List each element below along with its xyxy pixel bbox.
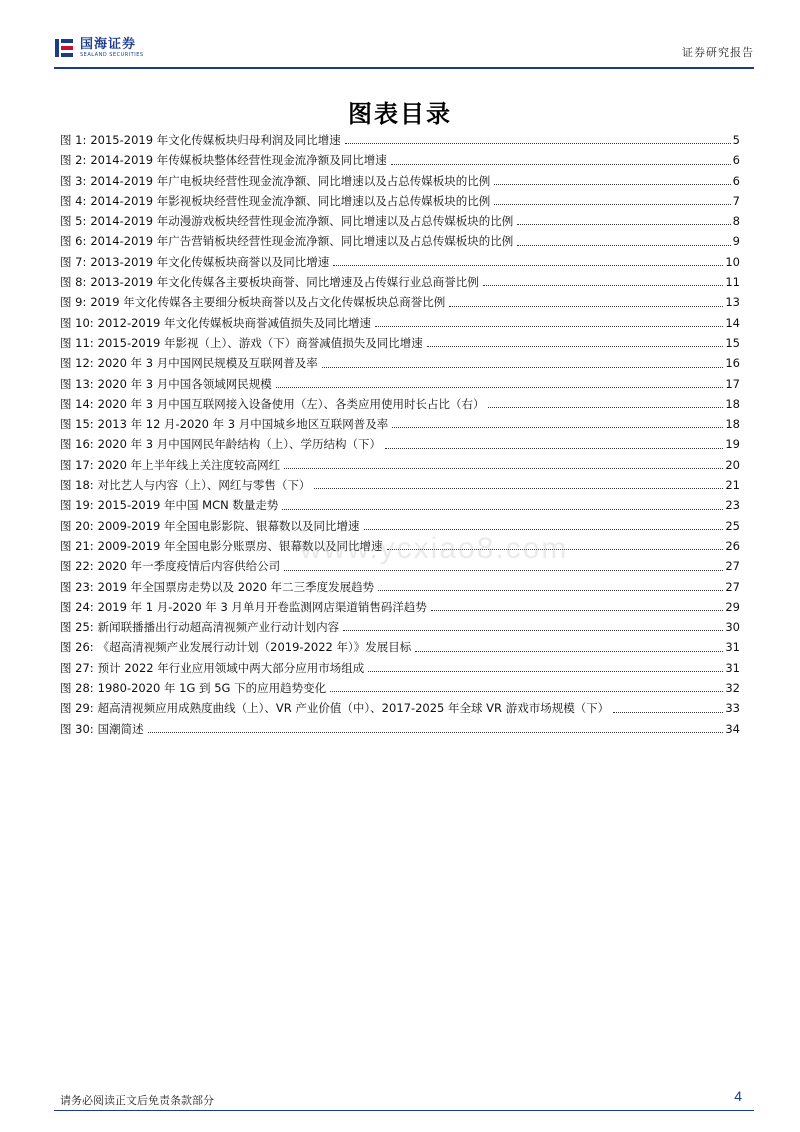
toc-figure-number: 图 9: <box>60 295 87 310</box>
toc-entry[interactable] <box>60 457 740 477</box>
toc-entry-title: 2014-2019 年动漫游戏板块经营性现金流净额、同比增速以及占总传媒板块的比例 <box>90 214 514 229</box>
sealand-logo-icon <box>54 37 74 59</box>
toc-entry-title: 2019 年全国票房走势以及 2020 年二三季度发展趋势 <box>97 579 375 594</box>
toc-page-number: 9 <box>732 234 740 249</box>
toc-entry-title: 2020 年 3 月中国各领域网民规模 <box>97 376 272 391</box>
toc-entry[interactable] <box>60 294 740 314</box>
toc-page-number: 21 <box>725 478 740 493</box>
toc-entry-title: 2020 年 3 月中国网民年龄结构（上）、学历结构（下） <box>97 437 381 452</box>
toc-page-number: 11 <box>725 275 740 290</box>
toc-entry-title: 国潮简述 <box>97 721 144 736</box>
toc-entry-title: 2020 年 3 月中国互联网接入设备使用（左）、各类应用使用时长占比（右） <box>97 396 485 411</box>
brand-logo <box>54 30 144 66</box>
toc-figure-number: 图 6: <box>60 234 87 249</box>
toc-page-number: 16 <box>725 356 740 371</box>
toc-figure-number: 图 8: <box>60 275 87 290</box>
toc-leader-dots <box>282 508 723 510</box>
toc-leader-dots <box>415 650 723 652</box>
toc-entry[interactable] <box>60 132 740 152</box>
toc-entry-title: 新闻联播播出行动超高清视频产业行动计划内容 <box>97 620 340 635</box>
toc-figure-number: 图 12: <box>60 356 94 371</box>
toc-entry[interactable] <box>60 700 740 720</box>
toc-entry[interactable] <box>60 274 740 294</box>
toc-figure-number: 图 21: <box>60 538 94 553</box>
toc-entry-title: 2009-2019 年全国电影分账票房、银幕数以及同比增速 <box>97 538 383 553</box>
toc-figure-number: 图 11: <box>60 335 94 350</box>
toc-entry[interactable] <box>60 619 740 639</box>
toc-entry-title: 1980-2020 年 1G 到 5G 下的应用趋势变化 <box>97 681 327 696</box>
toc-leader-dots <box>427 345 724 347</box>
toc-leader-dots <box>494 183 730 185</box>
toc-entry-title: 2009-2019 年全国电影影院、银幕数以及同比增速 <box>97 518 360 533</box>
toc-entry-title: 预计 2022 年行业应用领域中两大部分应用市场组成 <box>97 660 365 675</box>
brand-name-en: SEALAND SECURITIES <box>80 52 144 58</box>
toc-leader-dots <box>343 629 723 631</box>
toc-page-number: 7 <box>732 193 740 208</box>
toc-figure-number: 图 27: <box>60 660 94 675</box>
toc-figure-number: 图 1: <box>60 133 87 147</box>
toc-entry-title: 2020 年一季度疫情后内容供给公司 <box>97 559 281 574</box>
toc-page-number: 33 <box>725 701 740 716</box>
toc-page-number: 31 <box>725 660 740 675</box>
toc-leader-dots <box>284 467 723 469</box>
toc-leader-dots <box>364 528 724 530</box>
toc-figure-number: 图 20: <box>60 518 94 533</box>
toc-page-number: 10 <box>725 254 740 269</box>
toc-entry[interactable] <box>60 315 740 335</box>
toc-page-number: 5 <box>732 133 740 147</box>
toc-page-number: 27 <box>725 559 740 574</box>
toc-entry[interactable] <box>60 193 740 213</box>
footer-divider <box>54 1110 754 1111</box>
toc-page-number: 14 <box>725 315 740 330</box>
toc-entry-title: 2015-2019 年文化传媒板块归母利润及同比增速 <box>90 133 341 147</box>
toc-entry[interactable] <box>60 396 740 416</box>
toc-leader-dots <box>517 223 730 225</box>
toc-leader-dots <box>385 447 723 449</box>
toc-leader-dots <box>494 203 730 205</box>
toc-page-number: 32 <box>725 681 740 696</box>
toc-entry[interactable] <box>60 173 740 193</box>
toc-entry-title: 2014-2019 年影视板块经营性现金流净额、同比增速以及占总传媒板块的比例 <box>90 193 491 208</box>
toc-page-number: 6 <box>732 153 740 168</box>
toc-figure-number: 图 24: <box>60 599 94 614</box>
toc-page-number: 17 <box>725 376 740 391</box>
toc-list <box>60 132 740 741</box>
watermark: www.ycxiao8.com <box>300 532 569 565</box>
toc-page-number: 15 <box>725 335 740 350</box>
toc-entry[interactable] <box>60 152 740 172</box>
toc-page-number: 20 <box>725 457 740 472</box>
toc-page-number: 8 <box>732 214 740 229</box>
toc-leader-dots <box>431 609 723 611</box>
toc-entry-title: 2015-2019 年影视（上）、游戏（下）商誉减值损失及同比增速 <box>97 335 423 350</box>
toc-figure-number: 图 2: <box>60 153 87 168</box>
toc-entry[interactable] <box>60 680 740 700</box>
toc-entry[interactable] <box>60 436 740 456</box>
toc-leader-dots <box>375 325 723 327</box>
toc-figure-number: 图 26: <box>60 640 94 655</box>
toc-figure-number: 图 10: <box>60 315 94 330</box>
toc-entry-title: 2019 年 1 月-2020 年 3 月单月开卷监测网店渠道销售码洋趋势 <box>97 599 427 614</box>
page-header <box>54 30 754 66</box>
toc-leader-dots <box>378 589 723 591</box>
toc-leader-dots <box>392 426 723 428</box>
toc-leader-dots <box>483 284 724 286</box>
toc-entry[interactable] <box>60 579 740 599</box>
toc-figure-number: 图 7: <box>60 254 87 269</box>
toc-figure-number: 图 18: <box>60 478 94 493</box>
toc-leader-dots <box>449 305 723 307</box>
toc-page-number: 19 <box>725 437 740 452</box>
toc-entry[interactable] <box>60 254 740 274</box>
toc-entry[interactable] <box>60 721 740 741</box>
toc-figure-number: 图 15: <box>60 417 94 432</box>
toc-figure-number: 图 25: <box>60 620 94 635</box>
brand-name-cn: 国海证券 <box>80 37 137 52</box>
disclaimer-note: 请务必阅读正文后免责条款部分 <box>60 1094 214 1107</box>
toc-leader-dots <box>276 386 724 388</box>
toc-entry[interactable] <box>60 416 740 436</box>
toc-figure-number: 图 30: <box>60 721 94 736</box>
header-divider <box>54 67 754 69</box>
toc-page-number: 18 <box>725 396 740 411</box>
toc-leader-dots <box>391 163 731 165</box>
toc-title: 图表目录 <box>348 100 452 128</box>
toc-leader-dots <box>488 406 723 408</box>
toc-entry[interactable] <box>60 639 740 659</box>
toc-figure-number: 图 5: <box>60 214 87 229</box>
toc-page-number: 26 <box>725 538 740 553</box>
toc-entry-title: 2020 年上半年线上关注度较高网红 <box>97 457 281 472</box>
toc-entry-title: 2013-2019 年文化传媒板块商誉以及同比增速 <box>90 254 330 269</box>
toc-entry[interactable] <box>60 376 740 396</box>
toc-page-number: 30 <box>725 620 740 635</box>
toc-page-number: 6 <box>732 173 740 188</box>
toc-page-number: 34 <box>725 721 740 736</box>
toc-entry-title: 2014-2019 年传媒板块整体经营性现金流净额及同比增速 <box>90 153 387 168</box>
toc-entry[interactable] <box>60 233 740 253</box>
toc-figure-number: 图 16: <box>60 437 94 452</box>
toc-entry[interactable] <box>60 660 740 680</box>
toc-leader-dots <box>322 366 724 368</box>
toc-page-number: 31 <box>725 640 740 655</box>
toc-figure-number: 图 23: <box>60 579 94 594</box>
toc-figure-number: 图 28: <box>60 681 94 696</box>
toc-figure-number: 图 14: <box>60 396 94 411</box>
toc-entry-title: 2019 年文化传媒各主要细分板块商誉以及占文化传媒板块总商誉比例 <box>90 295 446 310</box>
toc-entry[interactable] <box>60 477 740 497</box>
toc-leader-dots <box>148 731 724 733</box>
toc-figure-number: 图 19: <box>60 498 94 513</box>
report-type-label: 证券研究报告 <box>682 46 754 59</box>
toc-leader-dots <box>345 142 731 144</box>
toc-entry-title: 2013-2019 年文化传媒各主要板块商誉、同比增速及占传媒行业总商誉比例 <box>90 275 479 290</box>
toc-entry-title: 2015-2019 年中国 MCN 数量走势 <box>97 498 279 513</box>
toc-page-number: 29 <box>725 599 740 614</box>
toc-entry[interactable] <box>60 213 740 233</box>
toc-page-number: 25 <box>725 518 740 533</box>
toc-figure-number: 图 4: <box>60 193 87 208</box>
toc-entry[interactable] <box>60 599 740 619</box>
toc-figure-number: 图 29: <box>60 701 94 716</box>
toc-entry-title: 对比艺人与内容（上）、网红与零售（下） <box>97 478 311 493</box>
toc-entry[interactable] <box>60 355 740 375</box>
toc-entry-title: 超高清视频应用成熟度曲线（上）、VR 产业价值（中）、2017-2025 年全球 VR 游戏市场规模（下） <box>97 701 610 716</box>
toc-entry-title: 2020 年 3 月中国网民规模及互联网普及率 <box>97 356 318 371</box>
toc-leader-dots <box>613 711 723 713</box>
toc-leader-dots <box>330 690 723 692</box>
toc-page-number: 27 <box>725 579 740 594</box>
toc-entry-title: 2014-2019 年广告营销板块经营性现金流净额、同比增速以及占总传媒板块的比例 <box>90 234 514 249</box>
toc-figure-number: 图 17: <box>60 457 94 472</box>
toc-entry-title: 2012-2019 年文化传媒板块商誉减值损失及同比增速 <box>97 315 372 330</box>
toc-leader-dots <box>333 264 723 266</box>
toc-entry-title: 2014-2019 年广电板块经营性现金流净额、同比增速以及占总传媒板块的比例 <box>90 173 491 188</box>
toc-entry[interactable] <box>60 497 740 517</box>
toc-figure-number: 图 22: <box>60 559 94 574</box>
toc-entry-title: 《超高清视频产业发展行动计划（2019-2022 年）》发展目标 <box>97 640 412 655</box>
toc-leader-dots <box>368 670 723 672</box>
toc-leader-dots <box>517 244 730 246</box>
toc-page-number: 13 <box>725 295 740 310</box>
page-number: 4 <box>734 1088 742 1104</box>
toc-leader-dots <box>314 487 723 489</box>
toc-leader-dots <box>284 569 723 571</box>
toc-page-number: 18 <box>725 417 740 432</box>
toc-page-number: 23 <box>725 498 740 513</box>
toc-entry-title: 2013 年 12 月-2020 年 3 月中国城乡地区互联网普及率 <box>97 417 389 432</box>
toc-figure-number: 图 13: <box>60 376 94 391</box>
toc-entry[interactable] <box>60 335 740 355</box>
toc-figure-number: 图 3: <box>60 173 87 188</box>
